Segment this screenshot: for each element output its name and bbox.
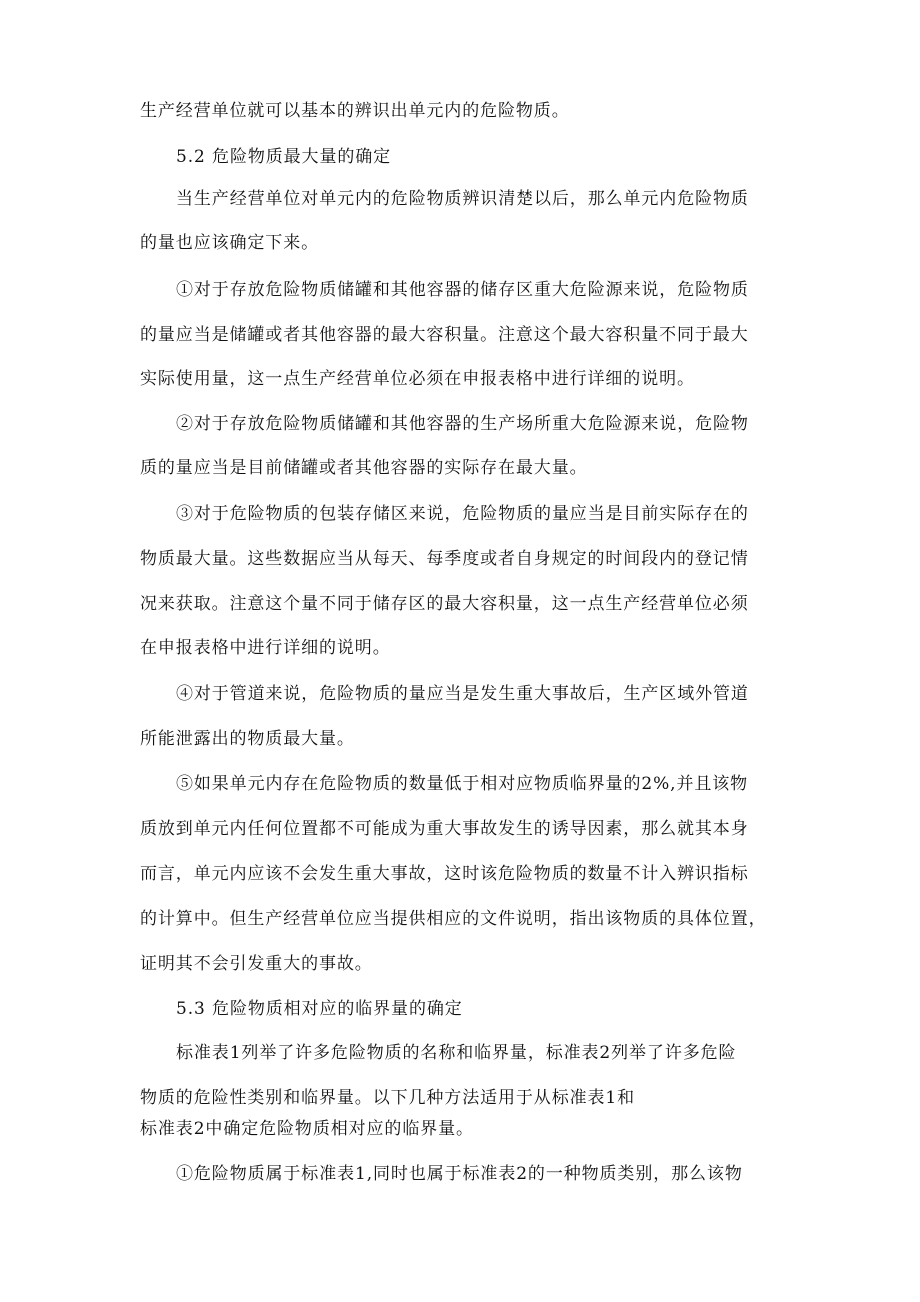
list-item-line: 质的量应当是目前储罐或者其他容器的实际存在最大量。: [140, 458, 588, 478]
paragraph-line: 生产经营单位就可以基本的辨识出单元内的危险物质。: [140, 101, 570, 121]
list-item-line: 的计算中。但生产经营单位应当提供相应的文件说明，指出该物质的具体位置，: [140, 909, 767, 929]
list-item-line: ⑤如果单元内存在危险物质的数量低于相对应物质临界量的2%,并且该物: [176, 774, 749, 794]
section-heading-5-3: 5.3 危险物质相对应的临界量的确定: [176, 999, 463, 1019]
section-heading-5-2: 5.2 危险物质最大量的确定: [176, 147, 392, 167]
list-item-line: 所能泄露出的物质最大量。: [140, 729, 355, 749]
list-item-line: 实际使用量，这一点生产经营单位必须在申报表格中进行详细的说明。: [140, 369, 695, 389]
paragraph-line: 标准表1列举了许多危险物质的名称和临界量，标准表2列举了许多危险: [176, 1043, 737, 1063]
list-item-line: 的量应当是储罐或者其他容器的最大容积量。注意这个最大容积量不同于最大: [140, 325, 749, 345]
list-item-line: ③对于危险物质的包装存储区来说，危险物质的量应当是目前实际存在的: [176, 504, 749, 524]
paragraph-line: 物质的危险性类别和临界量。以下几种方法适用于从标准表1和: [140, 1088, 636, 1108]
list-item-line: 况来获取。注意这个量不同于储存区的最大容积量，这一点生产经营单位必须: [140, 594, 749, 614]
list-item-line: 质放到单元内任何位置都不可能成为重大事故发生的诱导因素，那么就其本身: [140, 819, 749, 839]
list-item-line: ①对于存放危险物质储罐和其他容器的储存区重大危险源来说，危险物质: [176, 280, 749, 300]
list-item-line: 物质最大量。这些数据应当从每天、每季度或者自身规定的时间段内的登记情: [140, 549, 749, 569]
list-item-line: 而言，单元内应该不会发生重大事故，这时该危险物质的数量不计入辨识指标: [140, 864, 749, 884]
list-item-line: 证明其不会引发重大的事故。: [140, 954, 373, 974]
paragraph-line: 当生产经营单位对单元内的危险物质辨识清楚以后，那么单元内危险物质: [176, 189, 749, 209]
paragraph-line: 标准表2中确定危险物质相对应的临界量。: [140, 1119, 474, 1139]
list-item-line: ④对于管道来说，危险物质的量应当是发生重大事故后，生产区域外管道: [176, 684, 749, 704]
list-item-line: ②对于存放危险物质储罐和其他容器的生产场所重大危险源来说，危险物: [176, 414, 749, 434]
list-item-line: ①危险物质属于标准表1,同时也属于标准表2的一种物质类别，那么该物: [176, 1164, 743, 1184]
paragraph-line: 的量也应该确定下来。: [140, 233, 319, 253]
list-item-line: 在申报表格中进行详细的说明。: [140, 638, 391, 658]
